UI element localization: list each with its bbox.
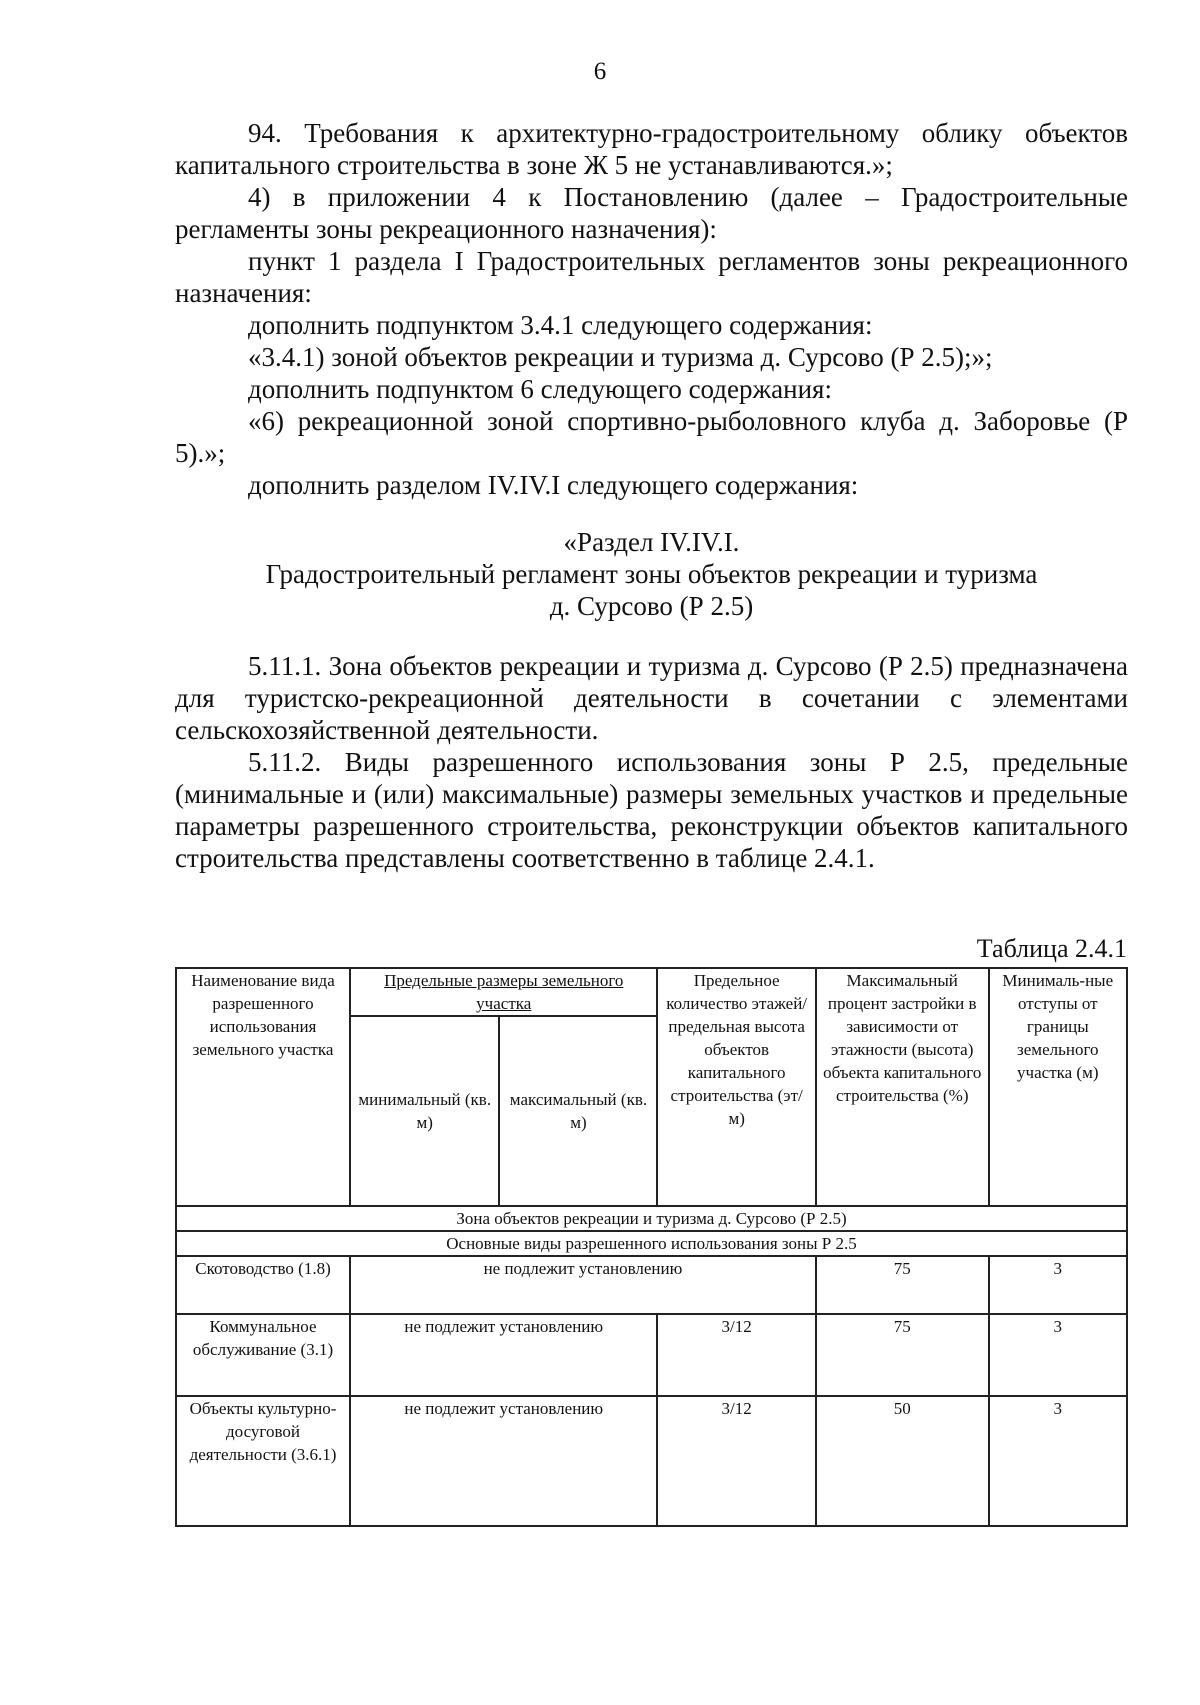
- header-plot-size: [350, 968, 657, 1016]
- main-uses-row: [176, 1231, 1127, 1256]
- cell-limits: не подлежит установлению: [350, 1314, 657, 1396]
- section-heading-line: «Раздел IV.IV.I.: [563, 527, 740, 557]
- cell-percent: 50: [816, 1396, 989, 1526]
- cell-floors: 3/12: [657, 1396, 815, 1526]
- header-plot-size-label: Предельные размеры земельного участка: [384, 971, 624, 1013]
- cell-setback: 3: [989, 1314, 1127, 1396]
- paragraph: «3.4.1) зоной объектов рекреации и туризма д. Сурсово (Р 2.5);»;: [248, 342, 993, 372]
- page-number: 6: [593, 58, 607, 85]
- document-body: [175, 117, 1128, 874]
- header-percent: Максимальный процент застройки в зависимости от этажности (высота) объекта капитального строительства (%): [816, 968, 989, 1206]
- main-uses-title: Основные виды разрешенного использования зоны Р 2.5: [176, 1231, 1127, 1256]
- cell-setback: 3: [989, 1256, 1127, 1314]
- header-use-type: Наименование вида разрешенного использования земельного участка: [176, 968, 350, 1206]
- table-row: [176, 1314, 1127, 1396]
- paragraph: 5.11.2. Виды разрешенного использования зоны Р 2.5, предельные (минимальные и (или) максимальные) размеры земельных участков и предельные параметры разрешенного строительства, реконструкции объектов капитального строительства представлены соответственно в таблице 2.4.1.: [175, 747, 1128, 873]
- cell-floors: 3/12: [657, 1314, 815, 1396]
- table-row: [176, 1396, 1127, 1526]
- paragraph: пункт 1 раздела I Градостроительных регламентов зоны рекреационного назначения:: [175, 246, 1128, 308]
- paragraph: 5.11.1. Зона объектов рекреации и туризма д. Сурсово (Р 2.5) предназначена для туристско-рекреационной деятельности в сочетании с элементами сельскохозяйственной деятельности.: [175, 651, 1128, 745]
- cell-use-name: Скотоводство (1.8): [176, 1256, 350, 1314]
- zone-title: Зона объектов рекреации и туризма д. Сурсово (Р 2.5): [176, 1206, 1127, 1231]
- section-heading-line: Градостроительный регламент зоны объектов рекреации и туризма: [265, 559, 1038, 589]
- cell-limits: не подлежит установлению: [350, 1256, 816, 1314]
- section-heading: [175, 526, 1128, 622]
- paragraph: дополнить разделом IV.IV.I следующего содержания:: [248, 470, 859, 500]
- header-min: минимальный (кв. м): [350, 1016, 499, 1206]
- section-heading-line: д. Сурсово (Р 2.5): [549, 591, 754, 621]
- cell-percent: 75: [816, 1256, 989, 1314]
- paragraph: «6) рекреационной зоной спортивно-рыболовного клуба д. Заборовье (Р 5).»;: [175, 406, 1128, 468]
- table-header-row: [176, 968, 1127, 1016]
- header-floors: Предельное количество этажей/ предельная высота объектов капитального строительства (эт/м): [657, 968, 815, 1206]
- cell-use-name: Коммунальное обслуживание (3.1): [176, 1314, 350, 1396]
- table-caption: Таблица 2.4.1: [976, 934, 1127, 963]
- zone-title-row: [176, 1206, 1127, 1231]
- paragraph: 4) в приложении 4 к Постановлению (далее – Градостроительные регламенты зоны рекреационного назначения):: [175, 182, 1128, 244]
- header-max: максимальный (кв. м): [499, 1016, 657, 1206]
- cell-setback: 3: [989, 1396, 1127, 1526]
- cell-percent: 75: [816, 1314, 989, 1396]
- paragraph: дополнить подпунктом 6 следующего содержания:: [248, 374, 832, 404]
- paragraph: дополнить подпунктом 3.4.1 следующего содержания:: [248, 310, 873, 340]
- paragraph: 94. Требования к архитектурно-градостроительному облику объектов капитального строительства в зоне Ж 5 не устанавливаются.»;: [175, 118, 1128, 180]
- table-row: [176, 1256, 1127, 1314]
- header-setback: Минималь-ные отступы от границы земельного участка (м): [989, 968, 1127, 1206]
- regulation-table: [175, 967, 1128, 1527]
- cell-use-name: Объекты культурно-досуговой деятельности (3.6.1): [176, 1396, 350, 1526]
- cell-limits: не подлежит установлению: [350, 1396, 657, 1526]
